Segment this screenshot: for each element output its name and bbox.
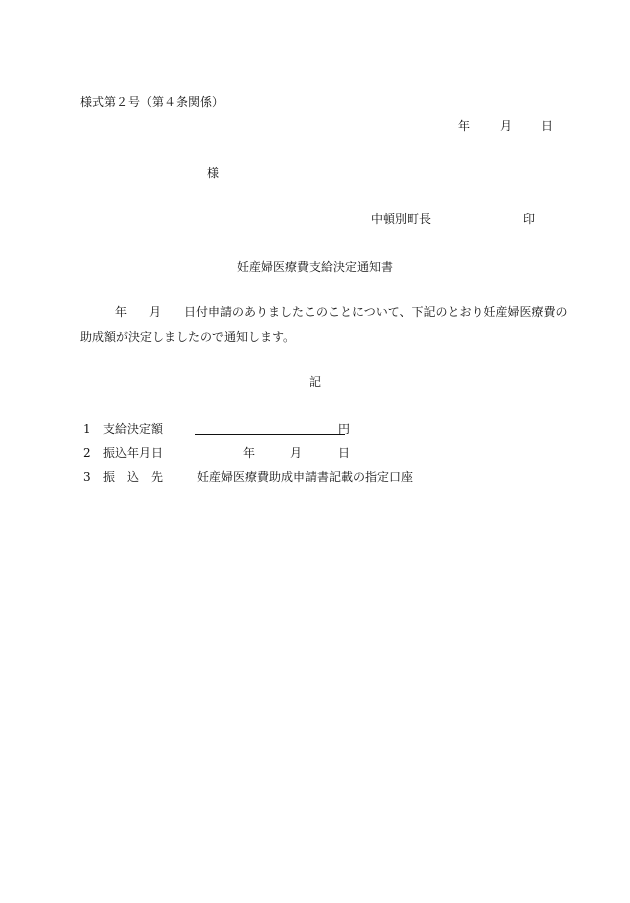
item-label-transfer-date: 振込年月日 [103, 446, 164, 460]
issuer-name: 中頓別町長 [371, 212, 432, 226]
form-number: 様式第２号（第４条関係） [80, 95, 225, 109]
body-text-line-1: 日付申請のありましたこのことについて、下記のとおり妊産婦医療費の [184, 305, 568, 319]
item-number: 3 [83, 470, 91, 484]
item-number: 2 [83, 446, 91, 460]
document-title: 妊産婦医療費支給決定通知書 [236, 260, 393, 274]
transfer-day-label: 日 [338, 446, 351, 460]
transfer-year-label: 年 [243, 446, 256, 460]
body-text-line-2: 助成額が決定しましたので通知します。 [80, 330, 296, 344]
body-year-label: 年 [115, 305, 128, 319]
amount-blank-line [195, 434, 345, 435]
item-label-destination: 振 込 先 [103, 470, 164, 484]
destination-value: 妊産婦医療費助成申請書記載の指定口座 [197, 470, 414, 484]
yen-unit: 円 [338, 422, 351, 436]
item-label-amount: 支給決定額 [103, 422, 164, 436]
ki-heading: 記 [308, 375, 321, 389]
issue-date-month-label: 月 [500, 119, 513, 133]
addressee-suffix: 様 [207, 166, 220, 180]
transfer-month-label: 月 [290, 446, 303, 460]
issue-date-year-label: 年 [458, 119, 471, 133]
issue-date-day-label: 日 [541, 119, 554, 133]
body-month-label: 月 [149, 305, 162, 319]
item-number: 1 [83, 422, 91, 436]
seal-mark: 印 [523, 212, 536, 226]
